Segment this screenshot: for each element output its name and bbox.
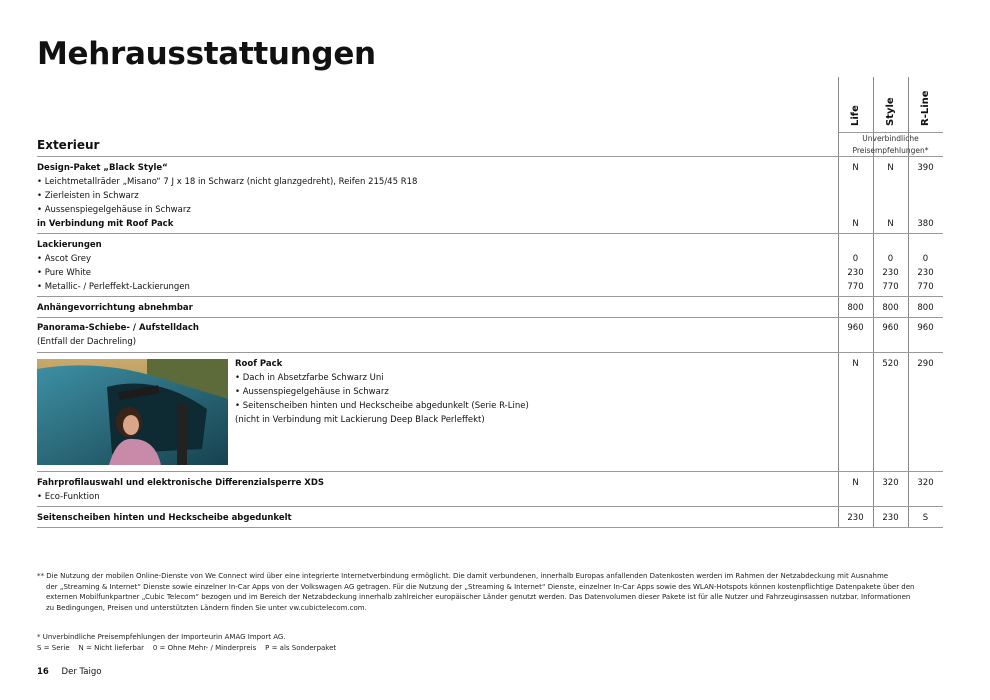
page-title: Mehrausstattungen — [37, 36, 376, 72]
price-cell: 960 — [847, 323, 864, 333]
row-divider — [37, 352, 943, 353]
legend: S = Serie N = Nicht lieferbar 0 = Ohne Mehr- / Minderpreis P = als Sonderpaket — [37, 644, 337, 652]
price-cell: N — [887, 163, 894, 173]
row-divider — [37, 233, 943, 234]
price-cell: 230 — [917, 268, 934, 278]
price-cell: N — [887, 219, 894, 229]
price-cell: 320 — [917, 478, 934, 488]
row-divider — [37, 156, 943, 157]
price-cell: N — [852, 359, 859, 369]
page-label: Der Taigo — [61, 667, 102, 677]
price-cell: 800 — [882, 303, 899, 313]
price-cell: 770 — [847, 282, 864, 292]
price-cell: N — [852, 478, 859, 488]
price-cell: S — [922, 513, 929, 523]
price-cell: 770 — [917, 282, 934, 292]
price-cell: 230 — [847, 268, 864, 278]
row-divider — [37, 506, 943, 507]
list-item: • Leichtmetallräder „Misano“ 7 J x 18 in Schwarz (nicht glanzgedreht), Reifen 215/45 R18 — [37, 177, 418, 187]
price-cell: 230 — [882, 513, 899, 523]
column-header-rline: R-Line — [920, 90, 931, 126]
list-item: • Ascot Grey — [37, 254, 92, 264]
row-divider — [37, 527, 943, 528]
section-heading: Exterieur — [37, 138, 100, 152]
price-cell: 0 — [922, 254, 929, 264]
row-divider — [37, 471, 943, 472]
column-header-style: Style — [885, 97, 896, 126]
price-cell: 0 — [887, 254, 894, 264]
list-item: • Pure White — [37, 268, 92, 278]
price-cell: 290 — [917, 359, 934, 369]
price-note: Unverbindliche Preisempfehlungen* — [852, 134, 929, 155]
page-footer — [37, 667, 101, 677]
page-number: 16 — [37, 667, 49, 677]
price-cell: 320 — [882, 478, 899, 488]
price-cell: 520 — [882, 359, 899, 369]
list-item: • Dach in Absetzfarbe Schwarz Uni — [235, 373, 384, 383]
price-cell: 390 — [917, 163, 934, 173]
price-cell: N — [852, 219, 859, 229]
price-cell: 800 — [917, 303, 934, 313]
list-item: • Zierleisten in Schwarz — [37, 191, 139, 201]
paint-heading: Lackierungen — [37, 240, 102, 250]
design-package-heading: Design-Paket „Black Style“ — [37, 163, 168, 173]
footnote-double-asterisk: ** Die Nutzung der mobilen Online-Dienste von We Connect wird über eine integrierte Internetverbindung ermöglicht. Die damit verbundenen, innerhalb Europas anfallenden Datenkosten werden im Rahmen der Netzabdeckung mit Ausnahme der „Streaming & Internet“ Dienste sowie einzelner In-Car Apps von der Volkswagen AG getragen. Für die Nutzung der „Streaming & Internet“ Dienste, einzelner In-Car Apps sowie des WLAN-Hotspots können kostenpflichtige Datenpakete über den externen Mobilfunkpartner „Cubic Telecom“ bezogen und im Bereich der Netzabdeckung innerhalb zahlreicher europäischer Länder genutzt werden. Das Datenvolumen dieser Pakete ist für alle Nutzer und Fahrzeuginsassen nutzbar. Informationen zu Bedingungen, Preisen und unterstützten Ländern finden Sie unter vw.cubictelecom.com. — [37, 572, 915, 612]
list-item: • Seitenscheiben hinten und Heckscheibe abgedunkelt (Serie R-Line) — [235, 401, 529, 411]
price-cell: 230 — [882, 268, 899, 278]
footnote-asterisk: * Unverbindliche Preisempfehlungen der Importeurin AMAG Import AG. — [37, 633, 286, 641]
sunroof-note: (Entfall der Dachreling) — [37, 337, 137, 347]
row-divider — [37, 317, 943, 318]
row-divider — [37, 296, 943, 297]
price-cell: 230 — [847, 513, 864, 523]
design-roofpack-combo: in Verbindung mit Roof Pack — [37, 219, 174, 229]
price-cell: N — [852, 163, 859, 173]
list-item: • Aussenspiegelgehäuse in Schwarz — [37, 205, 191, 215]
column-header-life: Life — [850, 105, 861, 126]
price-cell: 960 — [917, 323, 934, 333]
price-cell: 380 — [917, 219, 934, 229]
roof-pack-photo — [37, 359, 228, 465]
list-item: • Eco-Funktion — [37, 492, 100, 502]
price-cell: 960 — [882, 323, 899, 333]
sunroof-heading: Panorama-Schiebe- / Aufstelldach — [37, 323, 199, 333]
list-item: (nicht in Verbindung mit Lackierung Deep Black Perleffekt) — [235, 415, 485, 425]
tinted-windows-heading: Seitenscheiben hinten und Heckscheibe abgedunkelt — [37, 513, 292, 523]
price-cell: 770 — [882, 282, 899, 292]
drive-profile-heading: Fahrprofilauswahl und elektronische Differenzialsperre XDS — [37, 478, 325, 488]
list-item: • Aussenspiegelgehäuse in Schwarz — [235, 387, 389, 397]
price-cell: 0 — [852, 254, 859, 264]
price-cell: 800 — [847, 303, 864, 313]
list-item: • Metallic- / Perleffekt-Lackierungen — [37, 282, 190, 292]
towbar-heading: Anhängevorrichtung abnehmbar — [37, 303, 193, 313]
roof-pack-heading: Roof Pack — [235, 359, 283, 369]
